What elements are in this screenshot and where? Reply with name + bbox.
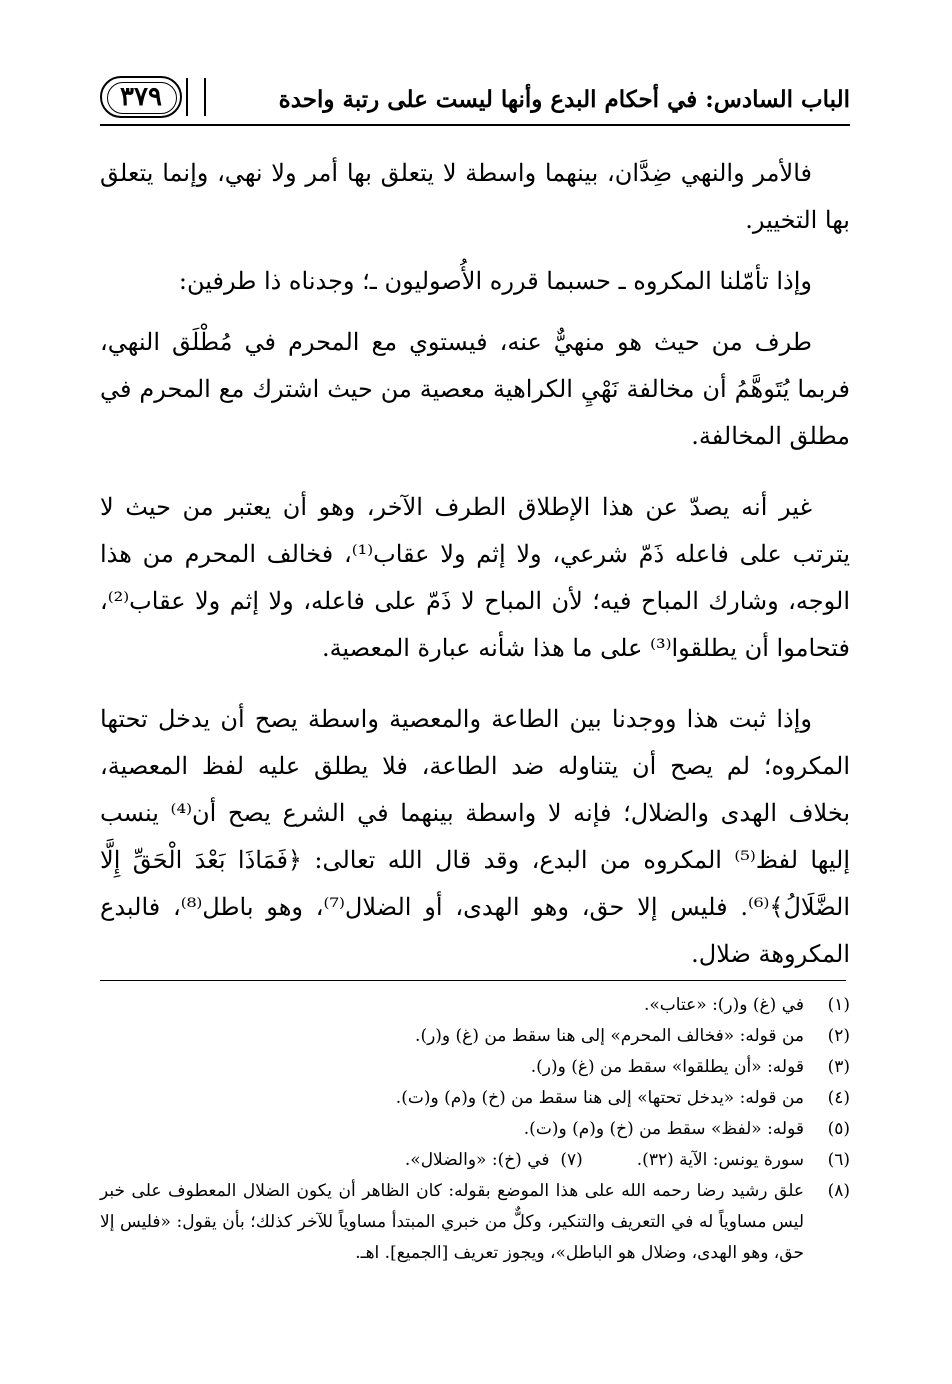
footnote [100,1145,850,1176]
footnote-number: (٨) [827,1181,850,1201]
page-number-badge [100,76,182,118]
footnote-number: (٥) [827,1119,850,1139]
footnote [100,1021,850,1052]
main-text [100,150,850,992]
footnote-text: في (غ) و(ر): «عتاب». [644,995,804,1015]
footnote-text: من قوله: «يدخل تحتها» إلى هنا سقط من (خ) و(م) و(ت). [395,1088,804,1108]
footnote [100,1176,850,1269]
header-rule [100,124,850,126]
footnote-text: سورة يونس: الآية (٣٢). (٧) في (خ): «والضلال». [404,1150,804,1170]
footnote [100,1052,850,1083]
ornament-lines [186,78,206,116]
footnote-text: قوله: «أن يطلقوا» سقط من (غ) و(ر). [530,1057,804,1077]
page-number: ٣٧٩ [120,82,162,112]
footnote [100,1083,850,1114]
paragraph: وإذا تأمّلنا المكروه ـ حسبما قرره الأُصوليون ـ؛ وجدناه ذا طرفين: [178,267,812,295]
footnote-number: (٣) [827,1057,850,1077]
footnote [100,1114,850,1145]
footnote-number: (٢) [827,1026,850,1046]
footnote-number: (١) [827,995,850,1015]
footnote-text: علق رشيد رضا رحمه الله على هذا الموضع بقوله: كان الظاهر أن يكون الضلال المعطوف على خبر ليس مساوياً له في التعريف والتنكير، وكلٌّ من خبري المبتدأ مساوياً للآخر كذلك؛ بأن يقول: «فليس إلا حق، وهو الهدى، وضلال هو الباطل»، ويجوز تعريف [الجميع]. اهـ. [100,1181,804,1263]
paragraph: طرف من حيث هو منهيٌّ عنه، فيستوي مع المحرم في مُطْلَق النهي، فربما يُتَوهَّمُ أن مخالفة نَهْيِ الكراهية معصية من حيث اشترك مع المحرم في مطلق المخالفة. [100,328,850,450]
footnote [100,990,850,1021]
chapter-title: الباب السادس: في أحكام البدع وأنها ليست على رتبة واحدة [278,86,850,113]
footnote-number: (٤) [827,1088,850,1108]
running-header [100,70,850,126]
footnote-separator [100,980,846,981]
paragraph: غير أنه يصدّ عن هذا الإطلاق الطرف الآخر، وهو أن يعتبر من حيث لا يترتب على فاعله ذَمّ شرعي، ولا إثم ولا عقاب⁽¹⁾، فخالف المحرم من هذا الوجه، وشارك المباح فيه؛ لأن المباح لا ذَمّ على فاعله، ولا إثم ولا عقاب⁽²⁾، فتحاموا أن يطلقوا⁽³⁾ على ما هذا شأنه عبارة المعصية. [100,493,850,662]
footnote-number: (٦) [827,1150,850,1170]
paragraph: فالأمر والنهي ضِدَّان، بينهما واسطة لا يتعلق بها أمر ولا نهي، وإنما يتعلق بها التخيير. [100,159,850,234]
paragraph: وإذا ثبت هذا ووجدنا بين الطاعة والمعصية واسطة يصح أن يدخل تحتها المكروه؛ لم يصح أن يتناوله ضد الطاعة، فلا يطلق عليه لفظ المعصية، بخلاف الهدى والضلال؛ فإنه لا واسطة بينهما في الشرع يصح أن⁽⁴⁾ ينسب إليها لفظ⁽⁵⁾ المكروه من البدع، وقد قال الله تعالى: ﴿فَمَاذَا بَعْدَ الْحَقِّ إِلَّا الضَّلَالُ﴾⁽⁶⁾. فليس إلا حق، وهو الهدى، أو الضلال⁽⁷⁾، وهو باطل⁽⁸⁾، فالبدع المكروهة ضلال. [100,705,851,968]
footnote-text: قوله: «لفظ» سقط من (خ) و(م) و(ت). [523,1119,804,1139]
footnote-text: من قوله: «فخالف المحرم» إلى هنا سقط من (غ) و(ر). [415,1026,804,1046]
footnotes [100,990,850,1269]
